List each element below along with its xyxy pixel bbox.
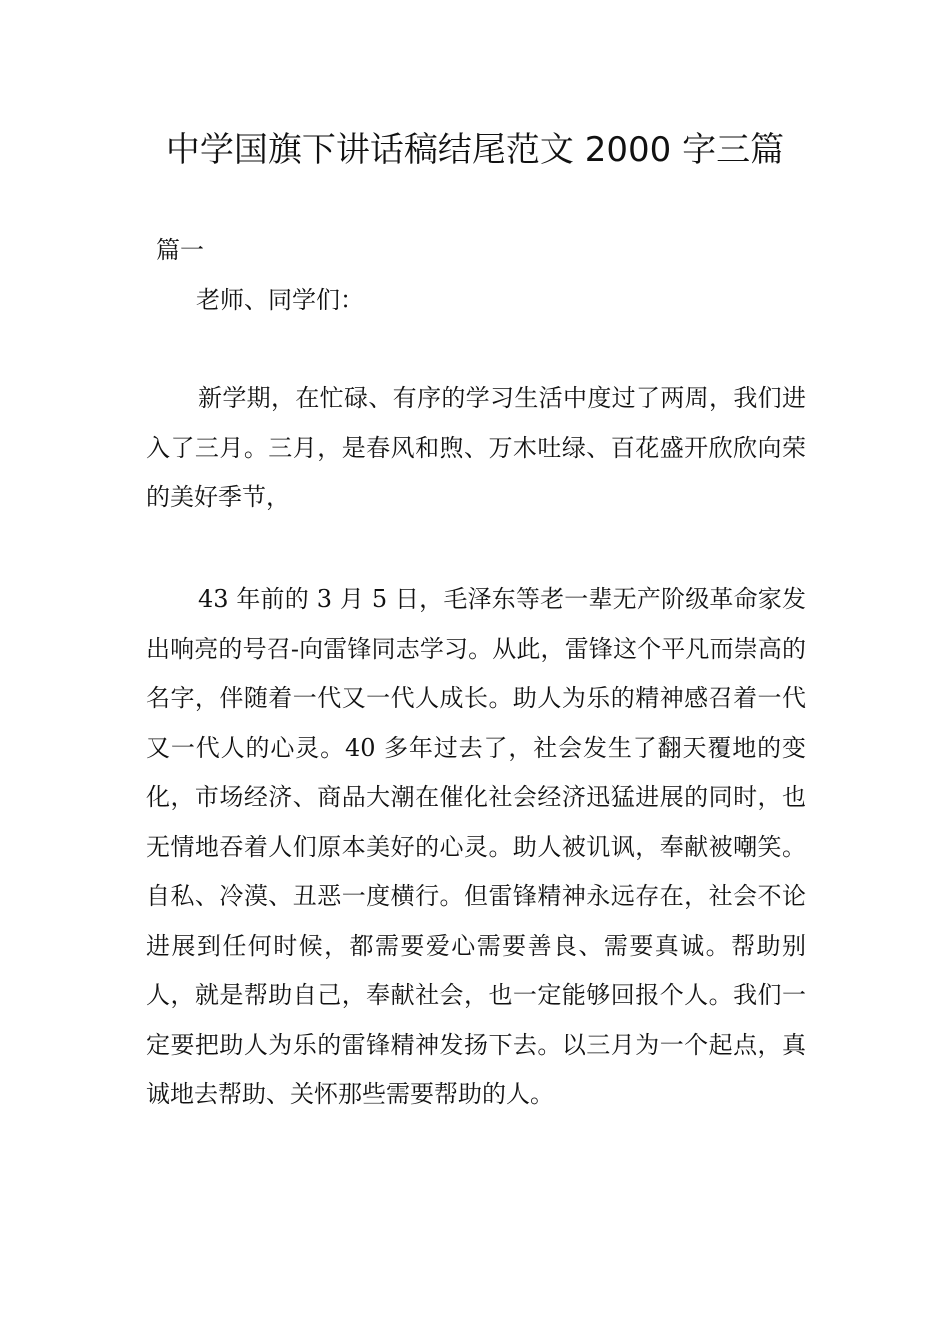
paragraph: 43 年前的 3 月 5 日，毛泽东等老一辈无产阶级革命家发出响亮的号召-向雷锋同志学习。从此，雷锋这个平凡而崇高的名字，伴随着一代又一代人成长。助人为乐的精神感召着一代又一代人的心灵。40 多年过去了，社会发生了翻天覆地的变化，市场经济、商品大潮在催化社会经济迅猛进展的同时，也无情地吞着人们原本美好的心灵。助人被讥讽，奉献被嘲笑。自私、冷漠、丑恶一度横行。但雷锋精神永远存在，社会不论进展到任何时候，都需要爱心需要善良、需要真诚。帮助别人，就是帮助自己，奉献社会，也一定能够回报个人。我们一定要把助人为乐的雷锋精神发扬下去。以三月为一个起点，真诚地去帮助、关怀那些需要帮助的人。 <box>146 585 806 1108</box>
paragraph: 新学期，在忙碌、有序的学习生活中度过了两周，我们进入了三月。三月，是春风和煦、万木吐绿、百花盛开欣欣向荣的美好季节， <box>146 384 806 511</box>
document-title: 中学国旗下讲话稿结尾范文 2000 字三篇 <box>165 130 785 170</box>
section-label: 篇一 <box>156 236 204 264</box>
salutation: 老师、同学们： <box>196 286 364 314</box>
